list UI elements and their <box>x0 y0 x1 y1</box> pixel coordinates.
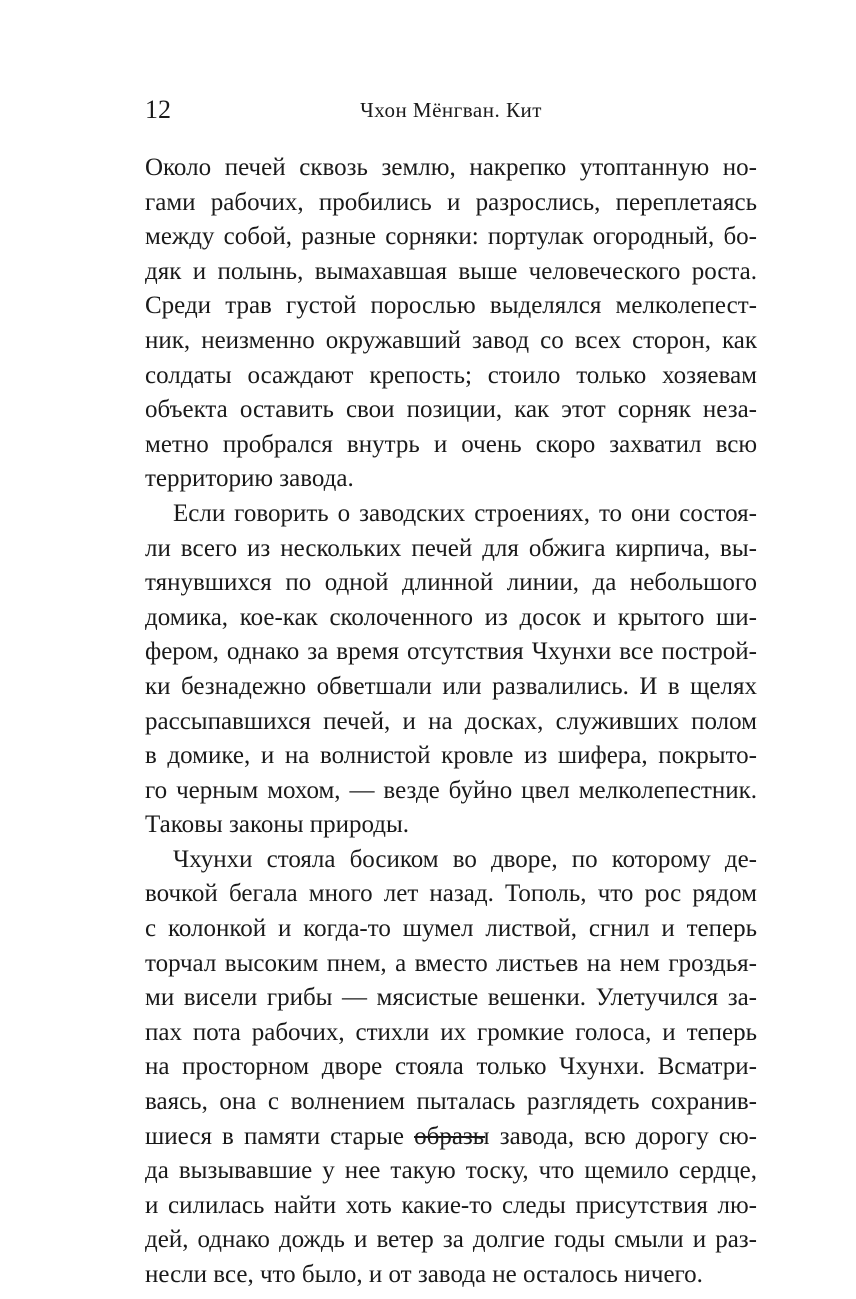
text-line: несли все, что было, и от завода не осталось ничего. <box>145 1261 703 1288</box>
text-line: пах пота рабочих, стихли их громкие голоса, и теперь <box>145 1018 757 1046</box>
text-line: го черным мохом, — везде буйно цвел мелколепестник. <box>145 776 757 804</box>
page-number: 12 <box>145 95 171 124</box>
text-line: Если говорить о заводских строениях, то они состоя- <box>173 499 757 527</box>
section-separator <box>414 1136 485 1138</box>
text-line: шиеся в памяти старые образы завода, всю дорогу сю- <box>145 1122 757 1150</box>
text-line: ми висели грибы — мясистые вешенки. Улетучился за- <box>145 984 757 1012</box>
text-line: на просторном дворе стояла только Чхунхи. Всматри- <box>145 1053 757 1081</box>
text-line: Чхунхи стояла босиком во дворе, по которому де- <box>173 845 757 873</box>
text-line: фером, однако за время отсутствия Чхунхи все построй- <box>145 638 757 666</box>
text-line: торчал высоким пнем, а вместо листьев на нем гроздья- <box>145 949 757 977</box>
text-line: дяк и полынь, вымахавшая выше человеческого роста. <box>145 257 757 285</box>
text-line: ваясь, она с волнением пыталась разглядеть сохранив- <box>145 1088 757 1116</box>
text-line: рассыпавшихся печей, и на досках, служивших полом <box>145 707 757 735</box>
text-line: солдаты осаждают крепость; стоило только хозяевам <box>145 361 757 389</box>
text-line: территорию завода. <box>145 465 354 493</box>
paragraph <box>145 497 757 843</box>
text-line: Таковы законы природы. <box>145 811 410 839</box>
text-line: объекта оставить свои позиции, как этот сорняк неза- <box>145 396 757 424</box>
page-header <box>145 94 757 126</box>
text-line: ник, неизменно окружавший завод со всех сторон, как <box>145 326 757 354</box>
text-line: вочкой бегала много лет назад. Тополь, что рос рядом <box>145 880 757 908</box>
text-line: и силилась найти хоть какие-то следы присутствия лю- <box>145 1191 757 1219</box>
paragraph <box>145 843 757 1293</box>
text-line: ки безнадежно обветшали или развалились. И в щелях <box>145 672 757 700</box>
text-line: Около печей сквозь землю, накрепко утоптанную но- <box>145 154 757 181</box>
text-line: гами рабочих, пробились и разрослись, переплетаясь <box>145 188 757 216</box>
text-line: в домике, и на волнистой кровле из шифера, покрыто- <box>145 742 757 770</box>
text-line: Среди трав густой порослью выделялся мелколепест- <box>145 292 757 320</box>
text-line: с колонкой и когда-то шумел листвой, сгнил и теперь <box>145 915 757 943</box>
text-line: ли всего из нескольких печей для обжига кирпича, вы- <box>145 534 757 562</box>
paragraph <box>145 151 757 497</box>
body-text <box>145 151 757 1293</box>
text-line: тянувшихся по одной длинной линии, да небольшого <box>145 569 757 597</box>
text-line: между собой, разные сорняки: портулак огородный, бо- <box>145 223 757 251</box>
running-head: Чхон Мёнгван. Кит <box>360 98 542 122</box>
text-line: домика, кое-как сколоченного из досок и крытого ши- <box>145 603 757 631</box>
text-line: да вызывавшие у нее такую тоску, что щемило сердце, <box>145 1157 757 1185</box>
text-line: дей, однако дождь и ветер за долгие годы смыли и раз- <box>145 1226 757 1254</box>
text-line: метно пробрался внутрь и очень скоро захватил всю <box>145 430 757 458</box>
